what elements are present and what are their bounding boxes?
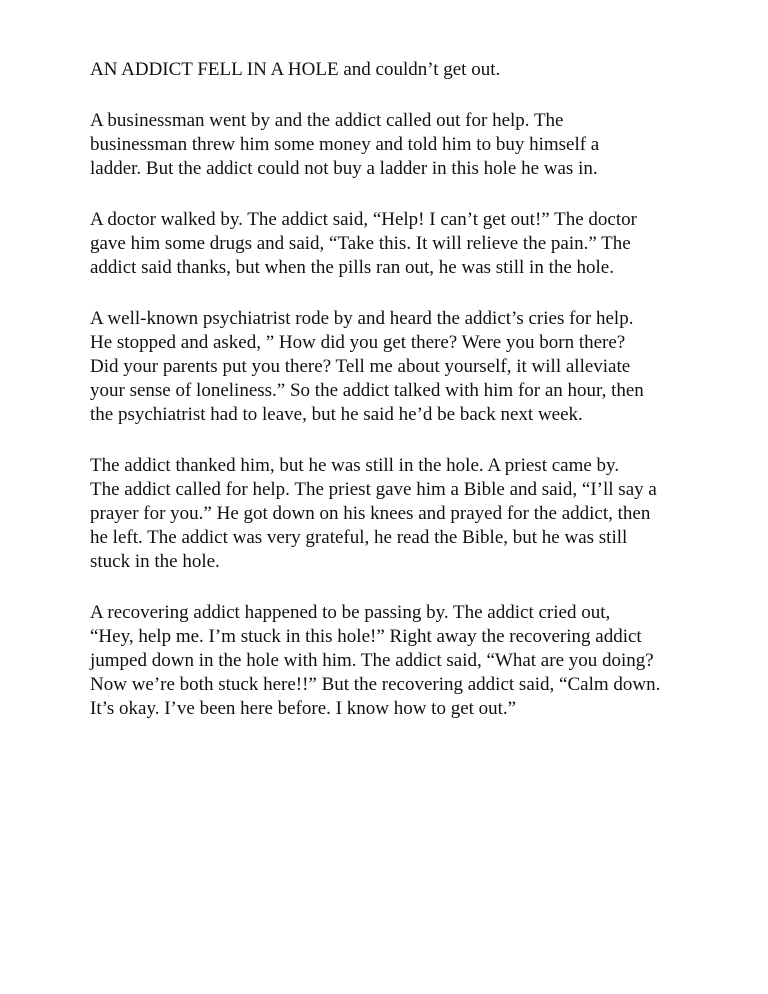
text-line: “Hey, help me. I’m stuck in this hole!” Right away the recovering addict (90, 626, 642, 647)
text-line: businessman threw him some money and told him to buy himself a (90, 134, 600, 155)
text-line: the psychiatrist had to leave, but he said he’d be back next week. (90, 404, 583, 425)
text-line: A businessman went by and the addict called out for help. The (90, 110, 564, 131)
text-line: prayer for you.” He got down on his knees and prayed for the addict, then (90, 503, 651, 524)
story-paragraph (90, 601, 730, 721)
text-line: He stopped and asked, ” How did you get there? Were you born there? (90, 332, 626, 353)
text-line: jumped down in the hole with him. The addict said, “What are you doing? (90, 650, 654, 671)
document-title-paragraph (90, 58, 730, 82)
text-line: addict said thanks, but when the pills ran out, he was still in the hole. (90, 257, 614, 278)
text-line: AN ADDICT FELL IN A HOLE and couldn’t get out. (90, 59, 501, 80)
story-paragraph (90, 454, 730, 574)
document-page (90, 58, 730, 748)
text-line: A doctor walked by. The addict said, “Help! I can’t get out!” The doctor (90, 209, 637, 230)
text-line: A recovering addict happened to be passing by. The addict cried out, (90, 602, 611, 623)
text-line: The addict thanked him, but he was still in the hole. A priest came by. (90, 455, 620, 476)
text-line: ladder. But the addict could not buy a ladder in this hole he was in. (90, 158, 598, 179)
text-line: he left. The addict was very grateful, he read the Bible, but he was still (90, 527, 628, 548)
story-paragraph (90, 208, 730, 280)
text-line: It’s okay. I’ve been here before. I know how to get out.” (90, 698, 517, 719)
text-line: your sense of loneliness.” So the addict talked with him for an hour, then (90, 380, 644, 401)
text-line: The addict called for help. The priest gave him a Bible and said, “I’ll say a (90, 479, 657, 500)
text-line: gave him some drugs and said, “Take this. It will relieve the pain.” The (90, 233, 631, 254)
text-line: stuck in the hole. (90, 551, 220, 572)
story-paragraph (90, 109, 730, 181)
text-line: Now we’re both stuck here!!” But the recovering addict said, “Calm down. (90, 674, 661, 695)
story-paragraph (90, 307, 730, 427)
text-line: Did your parents put you there? Tell me about yourself, it will alleviate (90, 356, 631, 377)
text-line: A well-known psychiatrist rode by and heard the addict’s cries for help. (90, 308, 634, 329)
